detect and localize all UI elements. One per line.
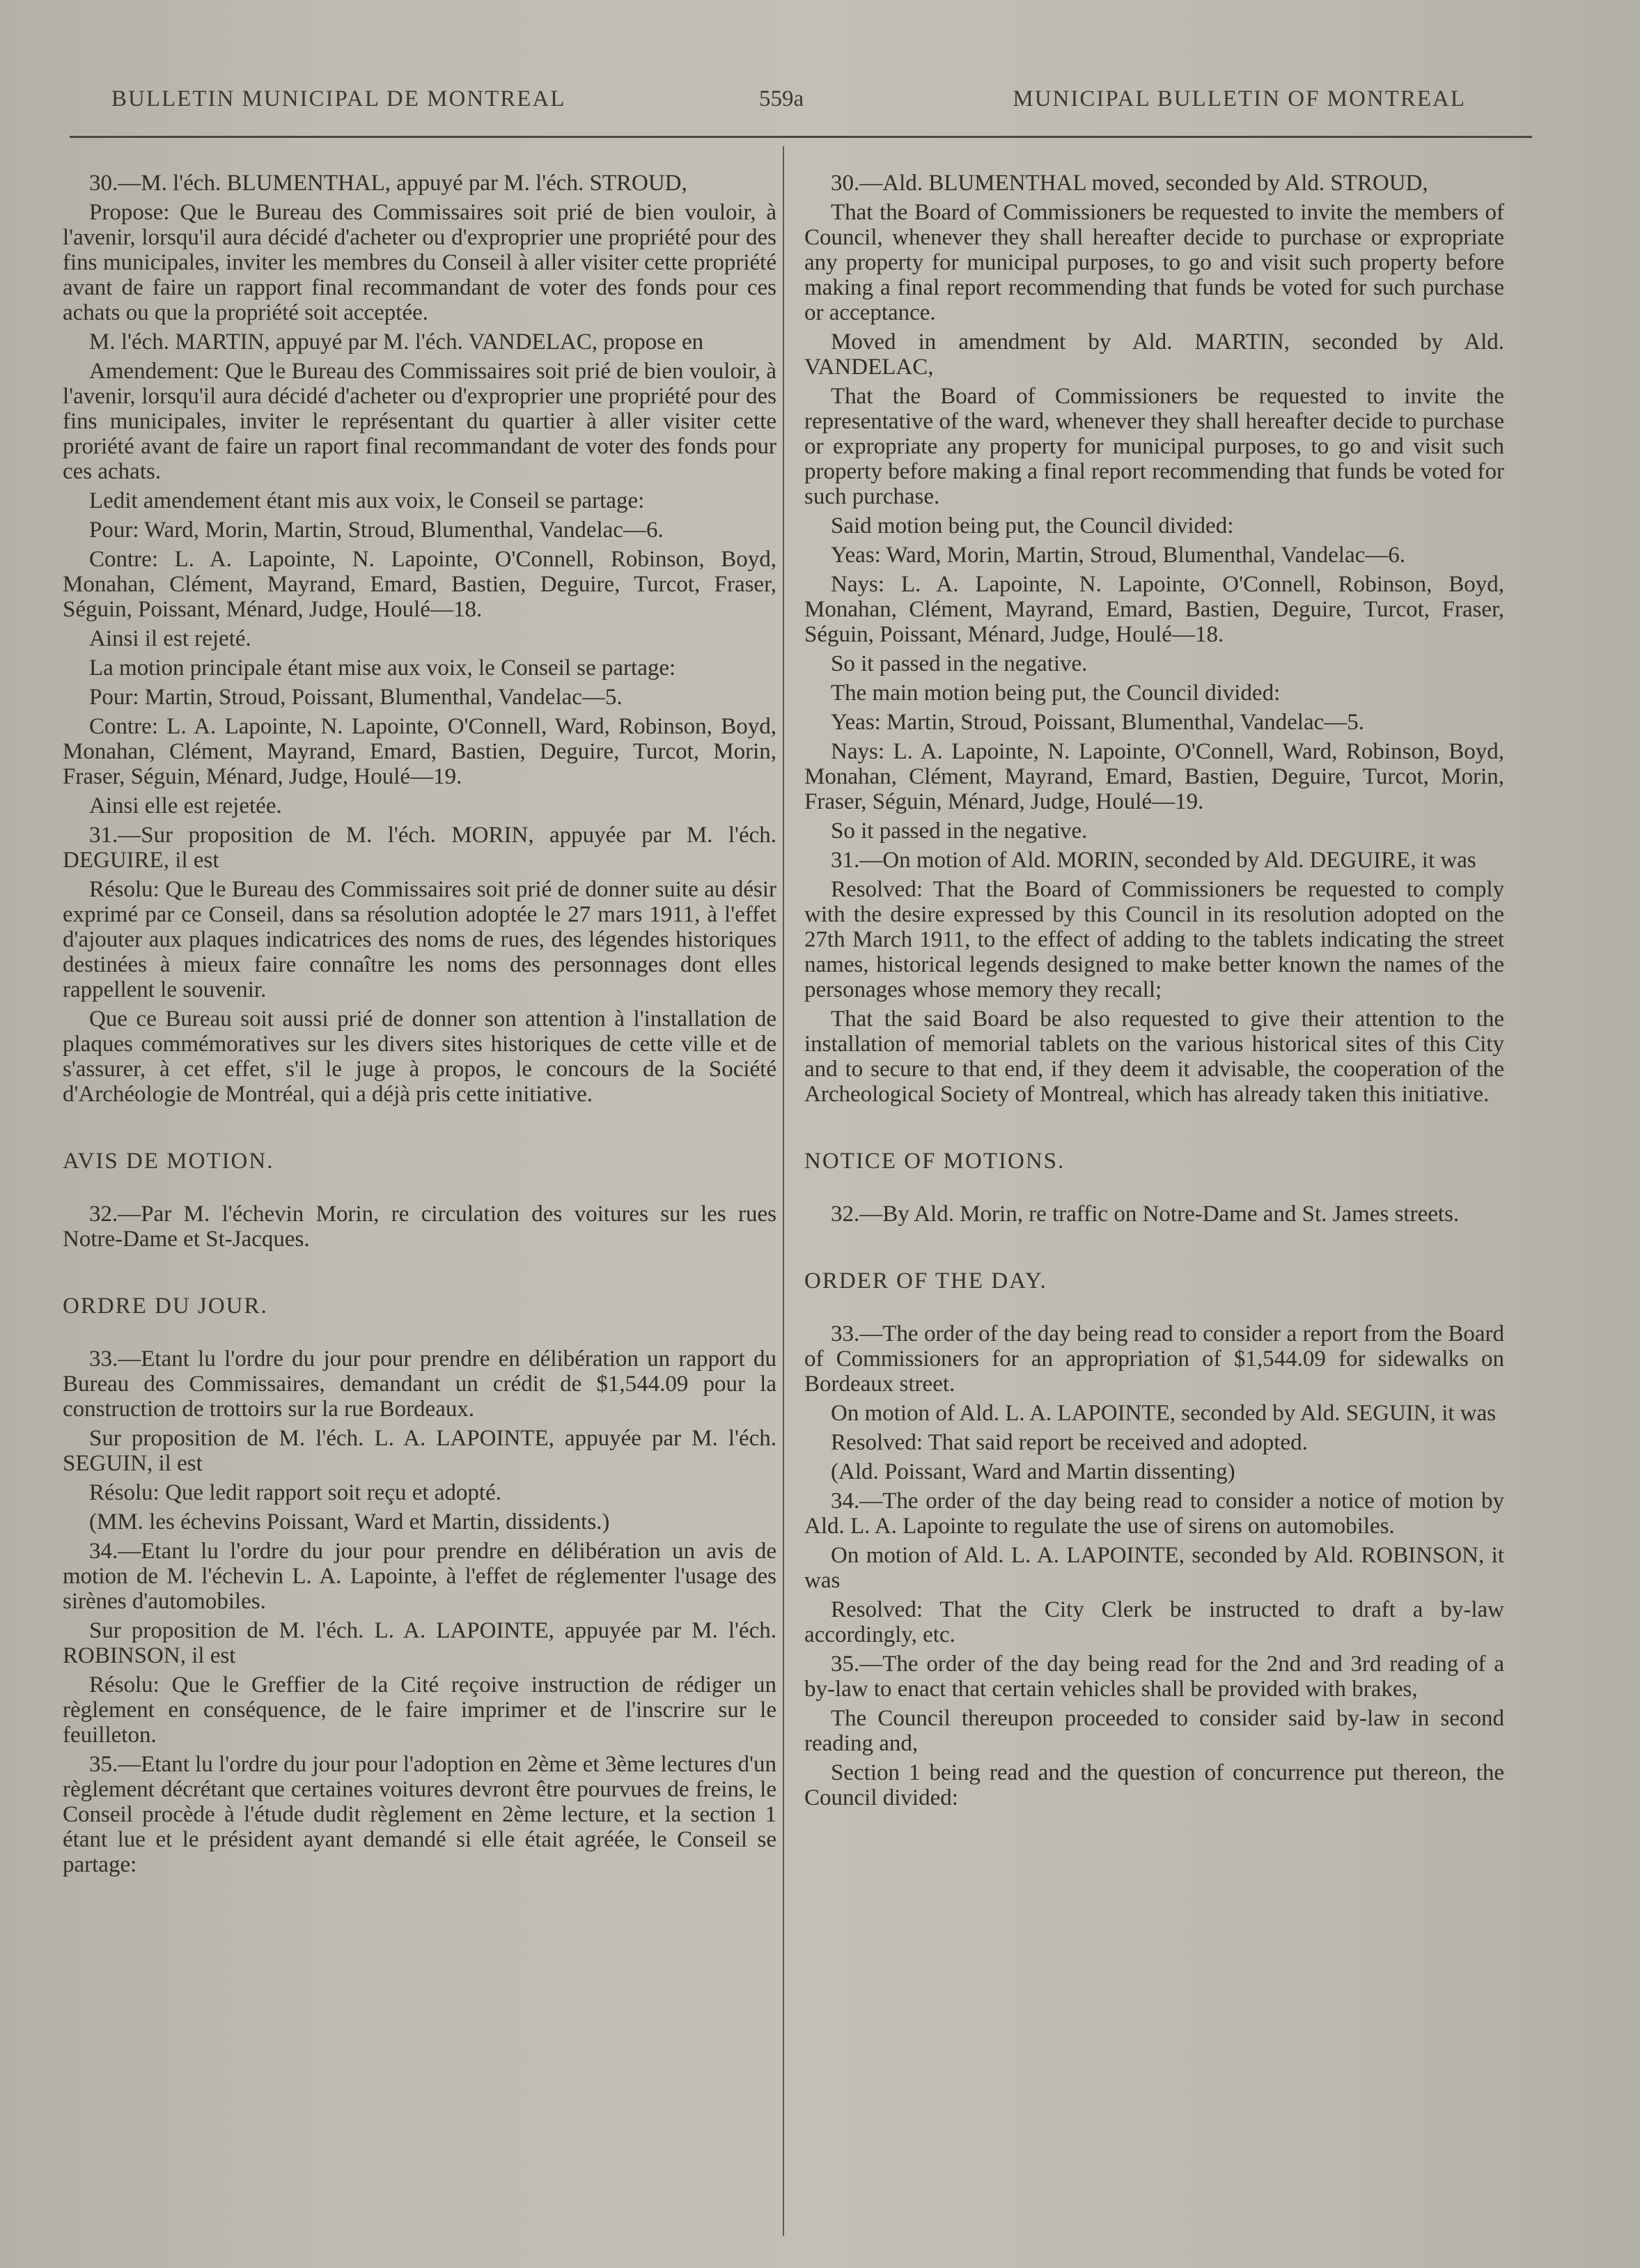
paragraph: That the said Board be also requested to give their attention to the installation of memorial tablets on the various historical sites of this City and to secure to that end, if they deem it advisable, the cooperation of the Archeological Society of Montreal, which has already taken this initiative. <box>804 1007 1504 1107</box>
header-rule <box>70 136 1532 138</box>
paragraph: 31.—Sur proposition de M. l'éch. MORIN, appuyée par M. l'éch. DEGUIRE, il est <box>63 823 776 873</box>
section-heading: ORDRE DU JOUR. <box>63 1294 268 1319</box>
section-heading: AVIS DE MOTION. <box>63 1149 274 1174</box>
paragraph: 35.—The order of the day being read for the 2nd and 3rd reading of a by-law to enact that certain vehicles shall be provided with brakes, <box>804 1652 1504 1702</box>
section-heading: NOTICE OF MOTIONS. <box>804 1149 1065 1174</box>
paragraph: Contre: L. A. Lapointe, N. Lapointe, O'Connell, Ward, Robinson, Boyd, Monahan, Clément, Mayrand, Emard, Bastien, Deguire, Turcot, Morin, Fraser, Séguin, Ménard, Judge, Houlé—19. <box>63 714 776 789</box>
paragraph: (MM. les échevins Poissant, Ward et Martin, dissidents.) <box>89 1509 610 1535</box>
paragraph: Pour: Martin, Stroud, Poissant, Blumenthal, Vandelac—5. <box>89 685 623 710</box>
paragraph: Resolved: That the Board of Commissioners be requested to comply with the desire expressed by this Council in its resolution adopted on the 27th March 1911, to the effect of adding to the tablets indicating the street names, historical legends designed to make better known the names of the personages whose memory they recall; <box>804 877 1504 1002</box>
header-left: BULLETIN MUNICIPAL DE MONTREAL <box>111 86 566 111</box>
paragraph: 32.—By Ald. Morin, re traffic on Notre-Dame and St. James streets. <box>831 1202 1460 1227</box>
paragraph: On motion of Ald. L. A. LAPOINTE, seconded by Ald. SEGUIN, it was <box>831 1401 1497 1426</box>
paragraph: 33.—Etant lu l'ordre du jour pour prendre en délibération un rapport du Bureau des Commissaires, demandant un crédit de $1,544.09 pour la construction de trottoirs sur la rue Bordeaux. <box>63 1346 776 1422</box>
paragraph: Yeas: Martin, Stroud, Poissant, Blumenthal, Vandelac—5. <box>831 710 1364 735</box>
paragraph: Nays: L. A. Lapointe, N. Lapointe, O'Connell, Ward, Robinson, Boyd, Monahan, Clément, Mayrand, Emard, Bastien, Deguire, Turcot, Morin, Fraser, Séguin, Ménard, Judge, Houlé—19. <box>804 739 1504 814</box>
paragraph: On motion of Ald. L. A. LAPOINTE, seconded by Ald. ROBINSON, it was <box>804 1543 1504 1593</box>
paragraph: Said motion being put, the Council divided: <box>831 513 1234 538</box>
paragraph: Yeas: Ward, Morin, Martin, Stroud, Blumenthal, Vandelac—6. <box>831 543 1406 568</box>
paragraph: 34.—The order of the day being read to consider a notice of motion by Ald. L. A. Lapointe to regulate the use of sirens on automobiles. <box>804 1489 1504 1539</box>
paragraph: Résolu: Que le Greffier de la Cité reçoive instruction de rédiger un règlement en conséquence, de le faire imprimer et de l'inscrire sur le feuilleton. <box>63 1672 776 1748</box>
paragraph: M. l'éch. MARTIN, appuyé par M. l'éch. VANDELAC, propose en <box>89 329 704 355</box>
paragraph: 32.—Par M. l'échevin Morin, re circulation des voitures sur les rues Notre-Dame et St-Jacques. <box>63 1202 776 1252</box>
paragraph: 31.—On motion of Ald. MORIN, seconded by Ald. DEGUIRE, it was <box>831 848 1476 873</box>
paragraph: Sur proposition de M. l'éch. L. A. LAPOINTE, appuyée par M. l'éch. SEGUIN, il est <box>63 1426 776 1476</box>
header-right: MUNICIPAL BULLETIN OF MONTREAL <box>1013 86 1466 111</box>
paragraph: Pour: Ward, Morin, Martin, Stroud, Blumenthal, Vandelac—6. <box>89 518 664 543</box>
paragraph: Que ce Bureau soit aussi prié de donner son attention à l'installation de plaques commémoratives sur les divers sites historiques de cette ville et de s'assurer, à cet effet, s'il le juge à propos, le concours de la Société d'Archéologie de Montréal, qui a déjà pris cette initiative. <box>63 1007 776 1107</box>
paragraph: 30.—Ald. BLUMENTHAL moved, seconded by Ald. STROUD, <box>831 171 1428 196</box>
paragraph: Resolved: That the City Clerk be instructed to draft a by-law accordingly, etc. <box>804 1597 1504 1647</box>
paragraph: The main motion being put, the Council divided: <box>831 681 1281 706</box>
paragraph: Contre: L. A. Lapointe, N. Lapointe, O'Connell, Robinson, Boyd, Monahan, Clément, Mayrand, Emard, Bastien, Deguire, Turcot, Fraser, Séguin, Poissant, Ménard, Judge, Houlé—18. <box>63 547 776 622</box>
paragraph: 35.—Etant lu l'ordre du jour pour l'adoption en 2ème et 3ème lectures d'un règlement décrétant que certaines voitures devront être pourvues de freins, le Conseil procède à l'étude dudit règlement en 2ème lecture, et la section 1 étant lue et le président ayant demandé si elle était agréée, le Conseil se partage: <box>63 1752 776 1877</box>
paragraph: Nays: L. A. Lapointe, N. Lapointe, O'Connell, Robinson, Boyd, Monahan, Clément, Mayrand, Emard, Bastien, Deguire, Turcot, Fraser, Séguin, Poissant, Ménard, Judge, Houlé—18. <box>804 572 1504 647</box>
paragraph: Résolu: Que le Bureau des Commissaires soit prié de donner suite au désir exprimé par ce Conseil, dans sa résolution adoptée le 27 mars 1911, à l'effet d'ajouter aux plaques indicatrices des noms de rues, des légendes historiques destinées à mieux faire connaître les noms des personnages dont elles rappellent le souvenir. <box>63 877 776 1002</box>
page-number: 559a <box>759 86 804 111</box>
paragraph: So it passed in the negative. <box>831 818 1088 844</box>
paragraph: 30.—M. l'éch. BLUMENTHAL, appuyé par M. l'éch. STROUD, <box>89 171 687 196</box>
paragraph: Section 1 being read and the question of concurrence put thereon, the Council divided: <box>804 1760 1504 1810</box>
paragraph: 33.—The order of the day being read to consider a report from the Board of Commissioners for an appropriation of $1,544.09 for sidewalks on Bordeaux street. <box>804 1321 1504 1397</box>
paragraph: Amendement: Que le Bureau des Commissaires soit prié de bien vouloir, à l'avenir, lorsqu'il aura décidé d'acheter ou d'exproprier une propriété pour des fins municipales, inviter le représentant du quartier à aller visiter cette proriété avant de faire un raport final recommandant de voter des fonds pour ces achats. <box>63 359 776 484</box>
section-heading: ORDER OF THE DAY. <box>804 1268 1047 1294</box>
paragraph: Ainsi elle est rejetée. <box>89 793 282 818</box>
paragraph: That the Board of Commissioners be requested to invite the representative of the ward, whenever they shall hereafter decide to purchase or expropriate any property for municipal purposes, to go and visit such property before making a final report recommending that funds be voted for such purchase. <box>804 384 1504 509</box>
paragraph: Resolved: That said report be received and adopted. <box>831 1430 1308 1455</box>
paragraph: Ledit amendement étant mis aux voix, le Conseil se partage: <box>89 488 645 513</box>
running-header <box>104 82 1466 124</box>
paragraph: That the Board of Commissioners be requested to invite the members of Council, whenever they shall hereafter decide to purchase or expropriate any property for municipal purposes, to go and visit such property before making a final report recommending that funds be voted for such purchase or acceptance. <box>804 200 1504 325</box>
paragraph: Résolu: Que ledit rapport soit reçu et adopté. <box>89 1480 502 1505</box>
paragraph: Propose: Que le Bureau des Commissaires soit prié de bien vouloir, à l'avenir, lorsqu'il aura décidé d'acheter ou d'exproprier une propriété pour des fins municipales, inviter les membres du Conseil à aller visiter cette propriété avant de faire un rapport final recommandant de voter des fonds pour ces achats ou que la propriété soit acceptée. <box>63 200 776 325</box>
english-column <box>804 171 1504 1815</box>
paragraph: So it passed in the negative. <box>831 651 1088 676</box>
paragraph: Moved in amendment by Ald. MARTIN, seconded by Ald. VANDELAC, <box>804 329 1504 380</box>
paragraph: (Ald. Poissant, Ward and Martin dissenting) <box>831 1459 1235 1484</box>
paragraph: La motion principale étant mise aux voix, le Conseil se partage: <box>89 655 676 681</box>
column-divider <box>783 146 784 2236</box>
paragraph: The Council thereupon proceeded to consider said by-law in second reading and, <box>804 1706 1504 1756</box>
paragraph: Ainsi il est rejeté. <box>89 626 251 651</box>
paragraph: 34.—Etant lu l'ordre du jour pour prendre en délibération un avis de motion de M. l'échevin L. A. Lapointe, à l'effet de réglementer l'usage des sirènes d'automobiles. <box>63 1539 776 1614</box>
french-column <box>63 171 776 1881</box>
paragraph: Sur proposition de M. l'éch. L. A. LAPOINTE, appuyée par M. l'éch. ROBINSON, il est <box>63 1618 776 1668</box>
